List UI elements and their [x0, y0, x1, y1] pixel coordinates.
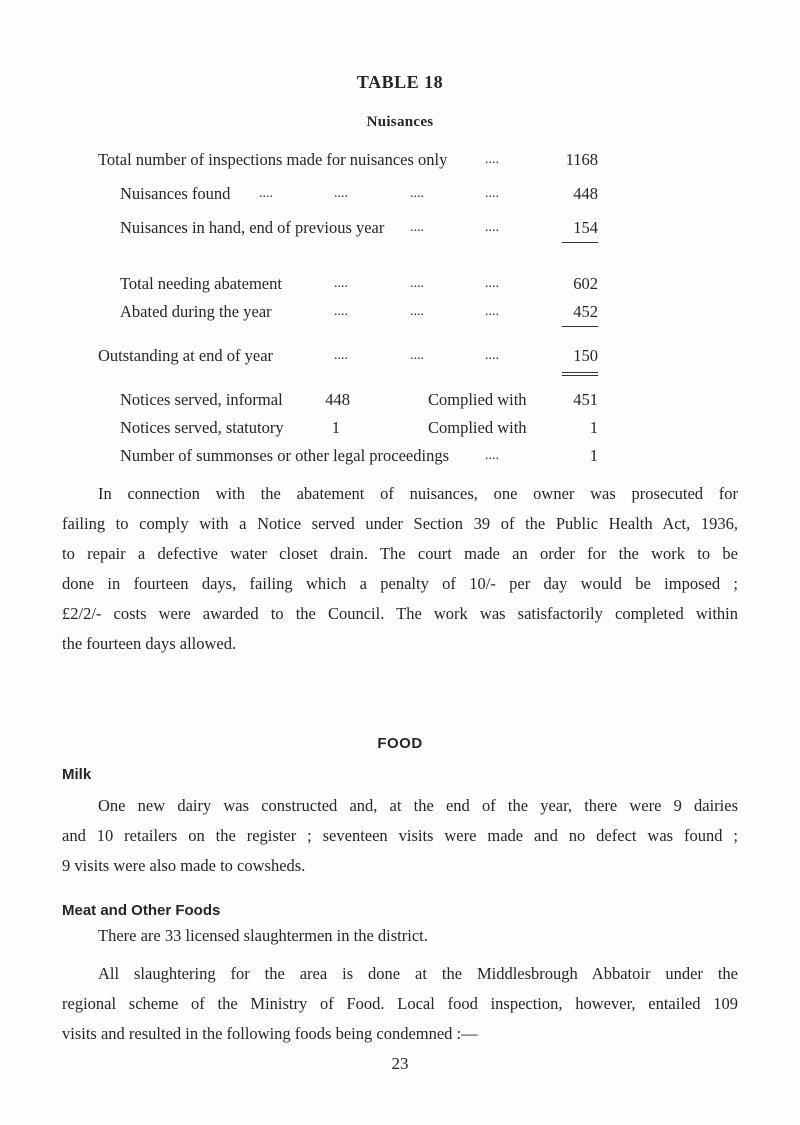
- table-subtitle: Nuisances: [366, 114, 434, 130]
- row-label-outstanding: Outstanding at end of year: [98, 346, 274, 365]
- sum-rule: [562, 372, 598, 373]
- paragraph-line: All slaughtering for the area is done at the Middlesbrough Abbatoir under the: [98, 964, 738, 983]
- sum-rule: [562, 242, 598, 243]
- paragraph-line: and 10 retailers on the register ; seventeen visits were made and no defect was found ;: [62, 826, 738, 845]
- row-label-abated: Abated during the year: [120, 302, 272, 321]
- row-dots: ....: [334, 348, 348, 363]
- milk-heading: Milk: [62, 766, 92, 783]
- row-value-inspections: 1168: [565, 150, 598, 169]
- notices-informal-complied: 451: [573, 390, 598, 409]
- meat-heading: Meat and Other Foods: [62, 902, 221, 919]
- food-heading: FOOD: [377, 735, 423, 752]
- row-dots: ....: [410, 348, 424, 363]
- paragraph-line: the fourteen days allowed.: [62, 634, 237, 653]
- paragraph-line: In connection with the abatement of nuisances, one owner was prosecuted for: [98, 484, 738, 503]
- paragraph-line: failing to comply with a Notice served under Section 39 of the Public Health Act, 1936,: [62, 514, 738, 533]
- table-title: TABLE 18: [356, 72, 444, 92]
- paragraph-line: regional scheme of the Ministry of Food. Local food inspection, however, entailed 109: [62, 994, 738, 1013]
- row-dots: ....: [410, 276, 424, 291]
- summonses-label: Number of summonses or other legal proceedings: [120, 446, 450, 465]
- sum-rule: [562, 326, 598, 327]
- row-dots: ....: [485, 220, 499, 235]
- notices-statutory-complied: 1: [589, 418, 598, 437]
- notices-informal-count: 448: [325, 390, 350, 409]
- notices-statutory-count: 1: [331, 418, 340, 437]
- notices-statutory-complied-label: Complied with: [428, 418, 527, 437]
- row-dots: ....: [485, 448, 499, 463]
- row-dots: ....: [334, 186, 348, 201]
- row-label-in-hand: Nuisances in hand, end of previous year: [120, 218, 385, 237]
- page-number: 23: [391, 1054, 409, 1073]
- row-dots: ....: [485, 276, 499, 291]
- sum-rule: [562, 375, 598, 376]
- row-value-outstanding: 150: [573, 346, 598, 365]
- paragraph-line: £2/2/- costs were awarded to the Council. The work was satisfactorily completed within: [62, 604, 738, 623]
- row-dots: ....: [410, 186, 424, 201]
- paragraph-line: There are 33 licensed slaughtermen in the district.: [98, 926, 428, 945]
- row-dots: ....: [485, 152, 499, 167]
- row-dots: ....: [334, 304, 348, 319]
- paragraph-line: One new dairy was constructed and, at the end of the year, there were 9 dairies: [98, 796, 738, 815]
- row-label-inspections: Total number of inspections made for nuisances only: [98, 150, 448, 169]
- paragraph-line: visits and resulted in the following foods being condemned :—: [62, 1024, 478, 1043]
- notices-statutory-label: Notices served, statutory: [120, 418, 284, 437]
- summonses-value: 1: [589, 446, 598, 465]
- row-value-abated: 452: [573, 302, 598, 321]
- row-label-needing-abatement: Total needing abatement: [120, 274, 282, 293]
- row-dots: ....: [485, 348, 499, 363]
- notices-informal-complied-label: Complied with: [428, 390, 527, 409]
- row-dots: ....: [485, 186, 499, 201]
- row-value-in-hand: 154: [573, 218, 598, 237]
- paragraph-line: to repair a defective water closet drain. The court made an order for the work to be: [62, 544, 738, 563]
- row-value-needing-abatement: 602: [573, 274, 598, 293]
- row-dots: ....: [334, 276, 348, 291]
- row-label-found: Nuisances found: [120, 184, 231, 203]
- paragraph-line: done in fourteen days, failing which a penalty of 10/- per day would be imposed ;: [62, 574, 738, 593]
- paragraph-line: 9 visits were also made to cowsheds.: [62, 856, 306, 875]
- row-dots: ....: [410, 220, 424, 235]
- row-dots: ....: [485, 304, 499, 319]
- row-dots: ....: [410, 304, 424, 319]
- row-dots: ....: [259, 186, 273, 201]
- row-value-found: 448: [573, 184, 598, 203]
- notices-informal-label: Notices served, informal: [120, 390, 283, 409]
